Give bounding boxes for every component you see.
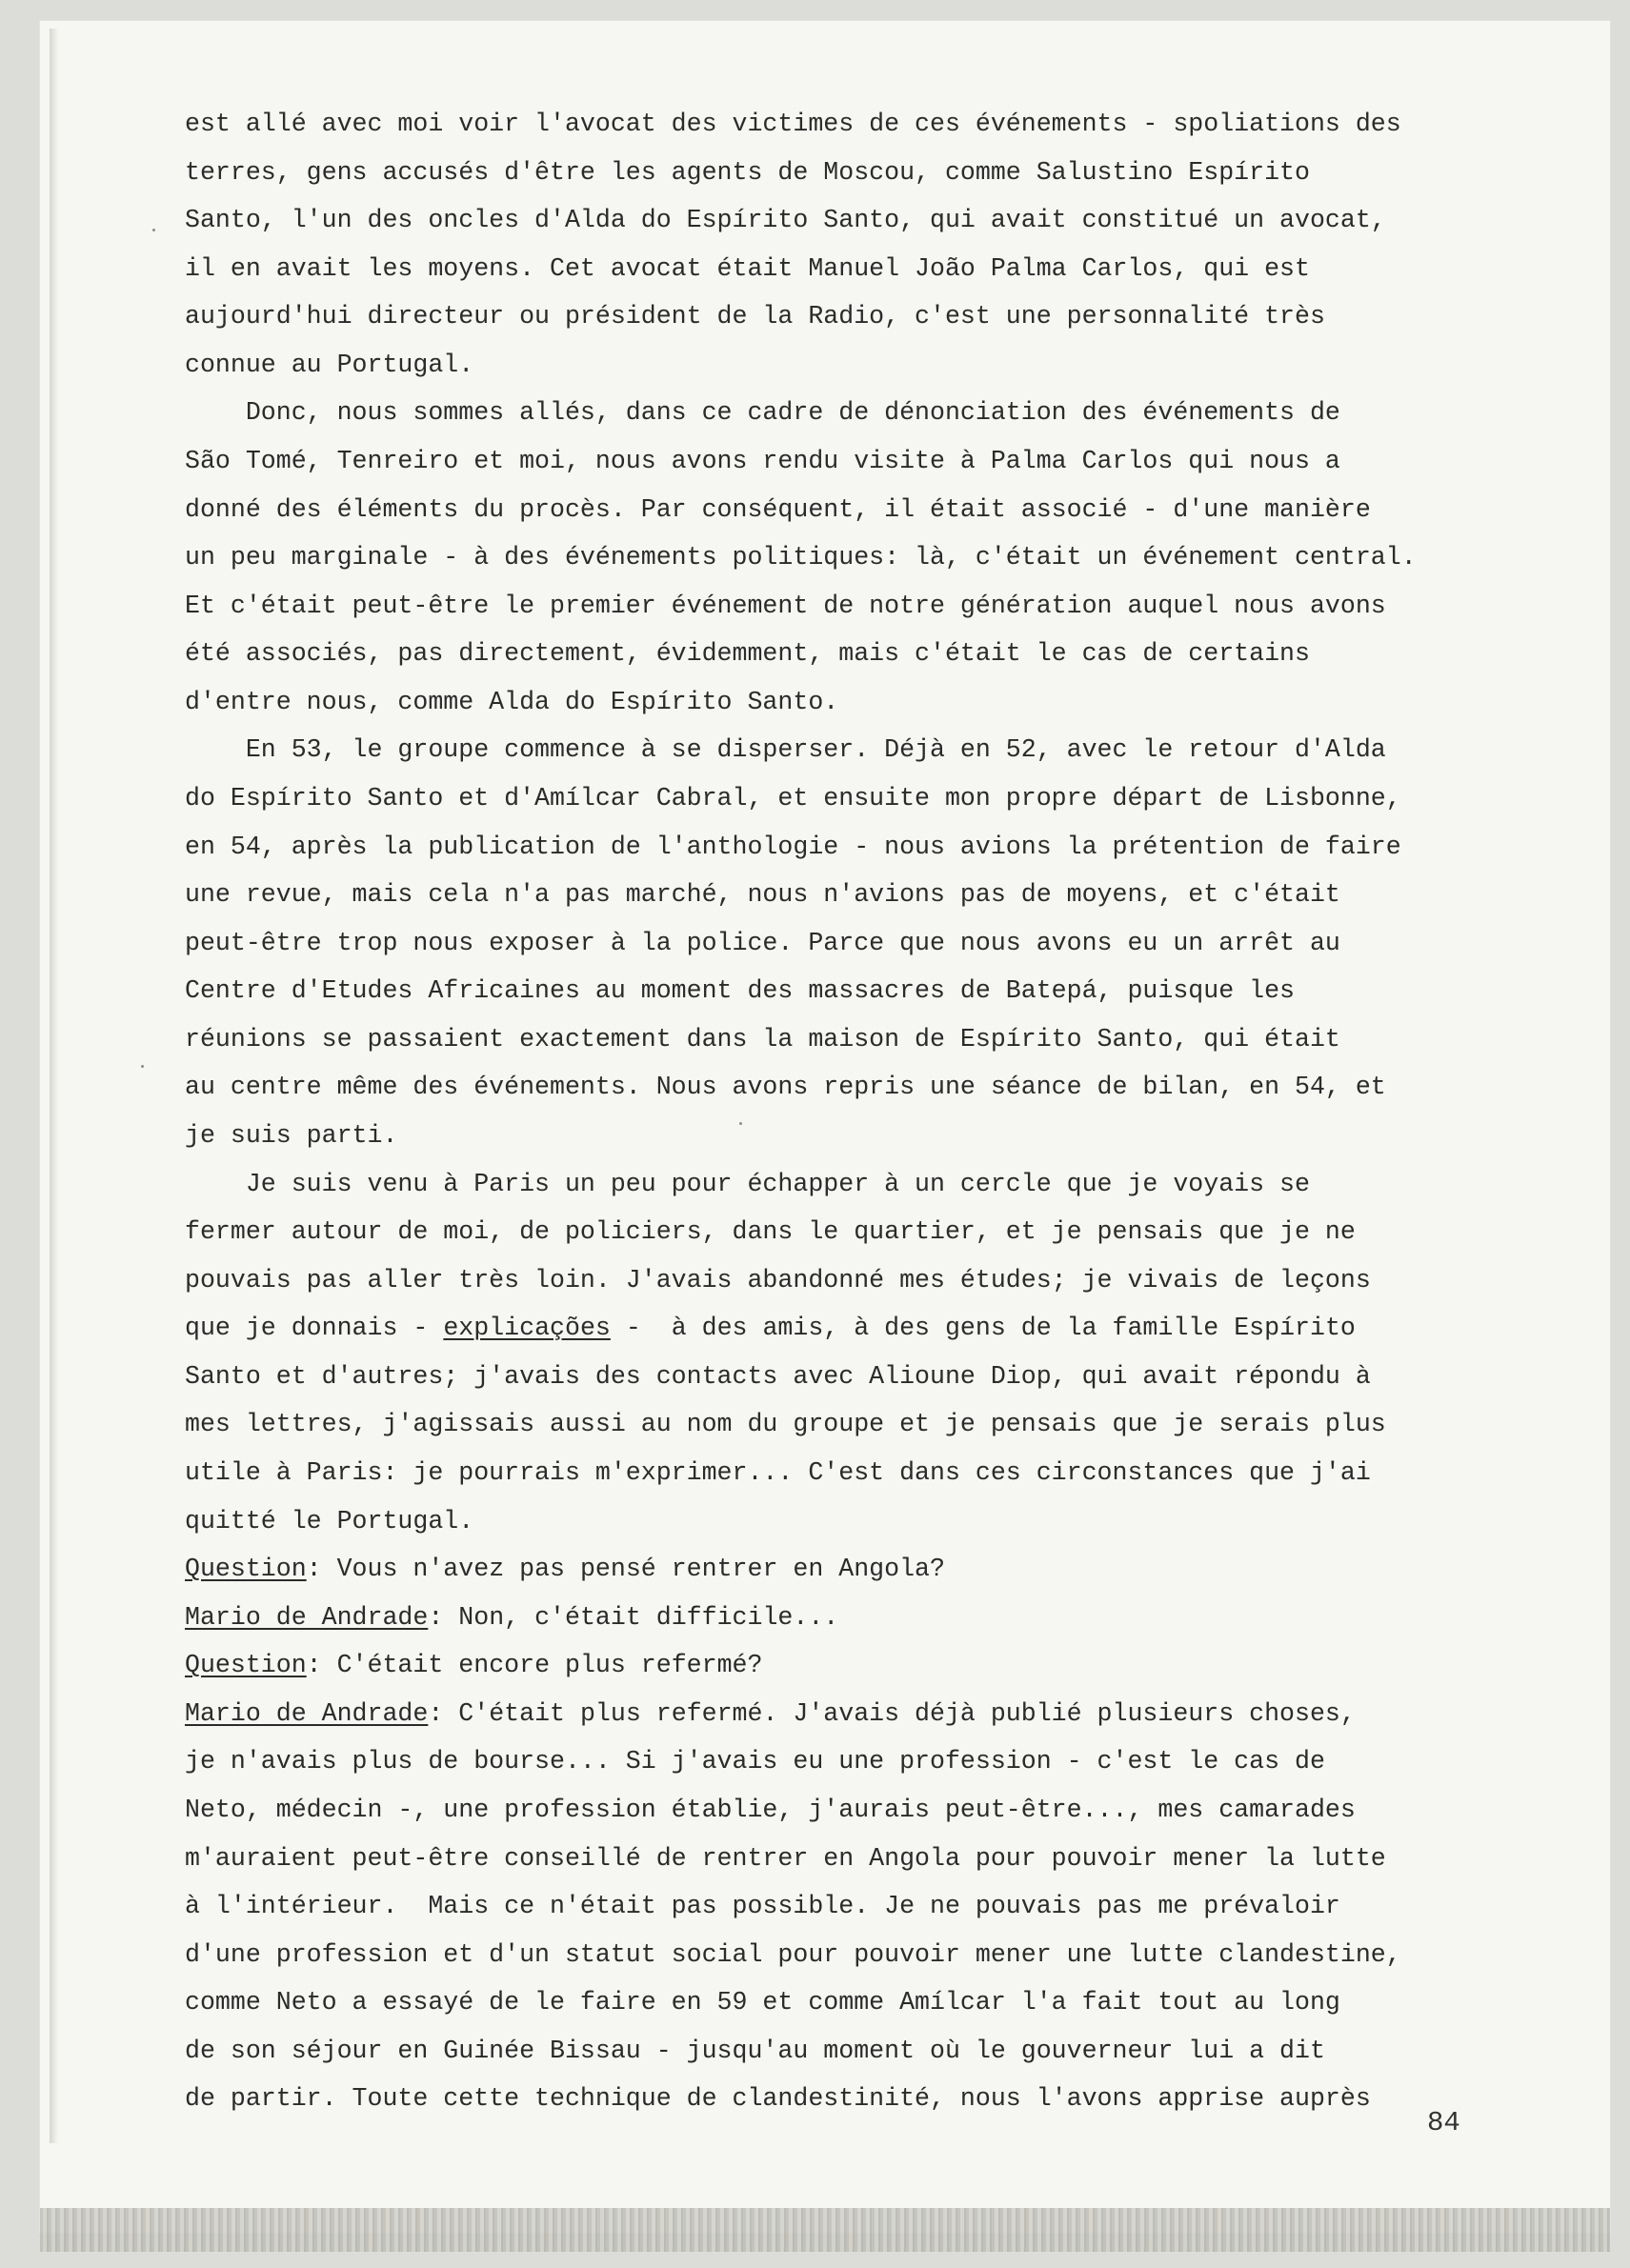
text-line: mes lettres, j'agissais aussi au nom du groupe et je pensais que je serais plus (185, 1410, 1386, 1438)
dialogue-text: Vous n'avez pas pensé rentrer en Angola? (321, 1555, 945, 1583)
text-line: réunions se passaient exactement dans la maison de Espírito Santo, qui était (185, 1025, 1340, 1054)
text-line: connue au Portugal. (185, 351, 474, 379)
underlined-term: explicações (443, 1314, 611, 1342)
speaker-label: Question (185, 1651, 307, 1679)
text-line: terres, gens accusés d'être les agents de Moscou, comme Salustino Espírito (185, 158, 1310, 187)
page-binding-edge (50, 29, 59, 2143)
text-line: d'entre nous, comme Alda do Espírito Santo. (185, 688, 839, 716)
text-segment: que je donnais - (185, 1314, 444, 1342)
scan-bottom-edge (40, 2208, 1610, 2252)
text-line: En 53, le groupe commence à se disperser. Déjà en 52, avec le retour d'Alda (185, 735, 1386, 764)
text-line: peut-être trop nous exposer à la police. Parce que nous avons eu un arrêt au (185, 929, 1340, 957)
text-line: une revue, mais cela n'a pas marché, nous n'avions pas de moyens, et c'était (185, 880, 1340, 909)
text-line: Santo, l'un des oncles d'Alda do Espírito Santo, qui avait constitué un avocat, (185, 206, 1386, 234)
colon: : (306, 1555, 322, 1583)
dialogue-text: C'était encore plus refermé? (321, 1651, 763, 1679)
colon: : (306, 1651, 322, 1679)
text-line: Donc, nous sommes allés, dans ce cadre de dénonciation des événements de (185, 398, 1340, 427)
text-line: je n'avais plus de bourse... Si j'avais eu une profession - c'est le cas de (185, 1747, 1325, 1776)
dialogue-line (185, 1646, 762, 1684)
paper-speck (141, 1065, 144, 1068)
text-line: de partir. Toute cette technique de clandestinité, nous l'avons apprise auprès (185, 2084, 1371, 2113)
text-line: Et c'était peut-être le premier événement de notre génération auquel nous avons (185, 592, 1386, 620)
colon: : (428, 1699, 444, 1728)
text-line: d'une profession et d'un statut social pour pouvoir mener une lutte clandestine, (185, 1940, 1401, 1969)
text-line: un peu marginale - à des événements politiques: là, c'était un événement central. (185, 543, 1417, 572)
dialogue-text: C'était plus refermé. J'avais déjà publié plusieurs choses, (443, 1699, 1356, 1728)
text-line: donné des éléments du procès. Par conséquent, il était associé - d'une manière (185, 495, 1371, 524)
paper-speck (739, 1122, 742, 1125)
text-line: de son séjour en Guinée Bissau - jusqu'au moment où le gouverneur lui a dit (185, 2037, 1325, 2065)
text-line: do Espírito Santo et d'Amílcar Cabral, et ensuite mon propre départ de Lisbonne, (185, 784, 1401, 813)
text-line: été associés, pas directement, évidemment, mais c'était le cas de certains (185, 639, 1310, 668)
text-line: Centre d'Etudes Africaines au moment des massacres de Batepá, puisque les (185, 976, 1295, 1005)
text-line: aujourd'hui directeur ou président de la Radio, c'est une personnalité très (185, 302, 1325, 331)
dialogue-text: Non, c'était difficile... (443, 1603, 839, 1632)
page-number: 84 (1427, 2107, 1460, 2138)
text-line: comme Neto a essayé de le faire en 59 et comme Amílcar l'a fait tout au long (185, 1988, 1340, 2017)
text-line: est allé avec moi voir l'avocat des victimes de ces événements - spoliations des (185, 110, 1401, 138)
text-line: m'auraient peut-être conseillé de rentrer en Angola pour pouvoir mener la lutte (185, 1844, 1386, 1873)
text-line: il en avait les moyens. Cet avocat était Manuel João Palma Carlos, qui est (185, 254, 1310, 283)
speaker-label: Mario de Andrade (185, 1603, 429, 1632)
text-line-explicacoes (185, 1309, 1356, 1347)
dialogue-line (185, 1598, 838, 1636)
text-line: je suis parti. (185, 1121, 398, 1150)
text-line: pouvais pas aller très loin. J'avais abandonné mes études; je vivais de leçons (185, 1266, 1371, 1295)
text-line: fermer autour de moi, de policiers, dans le quartier, et je pensais que je ne (185, 1217, 1356, 1246)
text-line: utile à Paris: je pourrais m'exprimer... C'est dans ces circonstances que j'ai (185, 1458, 1371, 1487)
dialogue-line (185, 1695, 1356, 1733)
text-line: Je suis venu à Paris un peu pour échapper à un cercle que je voyais se (185, 1170, 1310, 1198)
speaker-label: Mario de Andrade (185, 1699, 429, 1728)
paper-speck (152, 229, 155, 231)
speaker-label: Question (185, 1555, 307, 1583)
text-line: à l'intérieur. Mais ce n'était pas possible. Je ne pouvais pas me prévaloir (185, 1892, 1340, 1920)
text-line: Santo et d'autres; j'avais des contacts avec Alioune Diop, qui avait répondu à (185, 1362, 1371, 1391)
text-line: quitté le Portugal. (185, 1507, 474, 1535)
dialogue-line (185, 1550, 945, 1588)
text-line: São Tomé, Tenreiro et moi, nous avons rendu visite à Palma Carlos qui nous a (185, 447, 1340, 475)
text-line: au centre même des événements. Nous avons repris une séance de bilan, en 54, et (185, 1073, 1386, 1101)
text-line: Neto, médecin -, une profession établie, j'aurais peut-être..., mes camarades (185, 1796, 1356, 1824)
colon: : (428, 1603, 444, 1632)
text-line: en 54, après la publication de l'anthologie - nous avions la prétention de faire (185, 833, 1401, 861)
text-segment: - à des amis, à des gens de la famille Espírito (610, 1314, 1356, 1342)
